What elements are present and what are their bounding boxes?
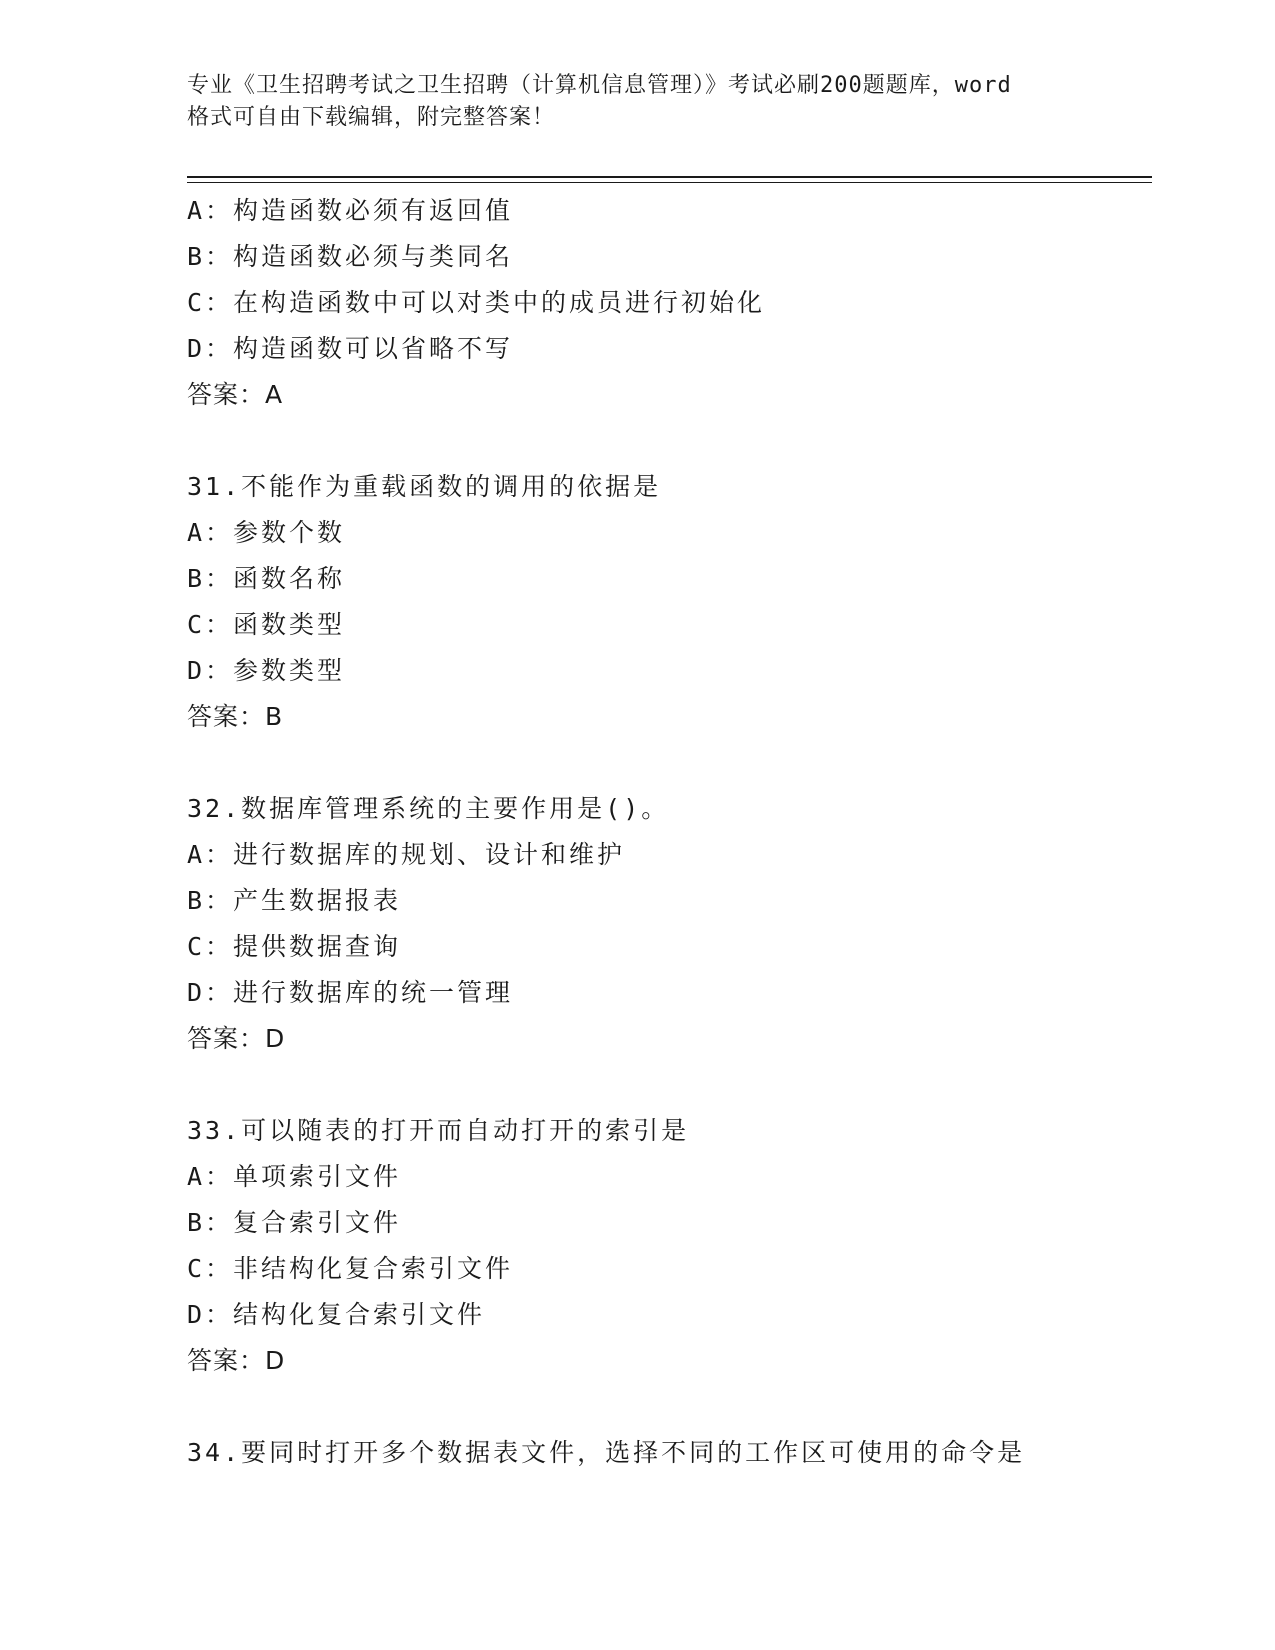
answer-line: 答案：D	[187, 1346, 286, 1375]
question-32	[187, 786, 1147, 1062]
question-list	[187, 188, 1147, 1476]
option-b: B：构造函数必须与类同名	[187, 242, 514, 271]
question-33	[187, 1108, 1147, 1384]
question-stem: 34.要同时打开多个数据表文件，选择不同的工作区可使用的命令是	[187, 1438, 1026, 1467]
header-divider-thick	[187, 176, 1152, 178]
option-b: B：产生数据报表	[187, 886, 402, 915]
option-c: C：非结构化复合索引文件	[187, 1254, 514, 1283]
option-b: B：复合索引文件	[187, 1208, 402, 1237]
question-34	[187, 1430, 1147, 1476]
option-d: D：结构化复合索引文件	[187, 1300, 486, 1329]
question-31	[187, 464, 1147, 740]
question-stem: 33.可以随表的打开而自动打开的索引是	[187, 1116, 690, 1145]
question-spacer	[187, 1384, 1147, 1430]
answer-line: 答案：B	[187, 702, 284, 731]
option-d: D：构造函数可以省略不写	[187, 334, 514, 363]
answer-line: 答案：A	[187, 380, 284, 409]
header-title-line-1: 专业《卫生招聘考试之卫生招聘（计算机信息管理）》考试必刷200题题库，word	[187, 73, 1012, 98]
question-stem: 31.不能作为重载函数的调用的依据是	[187, 472, 662, 501]
option-d: D：进行数据库的统一管理	[187, 978, 514, 1007]
header-divider-thin	[187, 182, 1152, 183]
question-spacer	[187, 418, 1147, 464]
option-c: C：函数类型	[187, 610, 346, 639]
option-a: A：单项索引文件	[187, 1162, 402, 1191]
option-a: A：构造函数必须有返回值	[187, 196, 514, 225]
option-c: C：在构造函数中可以对类中的成员进行初始化	[187, 288, 766, 317]
option-a: A：参数个数	[187, 518, 346, 547]
option-a: A：进行数据库的规划、设计和维护	[187, 840, 626, 869]
question-30-continued	[187, 188, 1147, 418]
question-stem: 32.数据库管理系统的主要作用是()。	[187, 794, 670, 823]
document-header	[187, 70, 1087, 134]
answer-line: 答案：D	[187, 1024, 286, 1053]
header-title-line-2: 格式可自由下载编辑，附完整答案！	[187, 105, 556, 130]
option-d: D：参数类型	[187, 656, 346, 685]
question-spacer	[187, 1062, 1147, 1108]
option-c: C：提供数据查询	[187, 932, 402, 961]
option-b: B：函数名称	[187, 564, 346, 593]
question-spacer	[187, 740, 1147, 786]
